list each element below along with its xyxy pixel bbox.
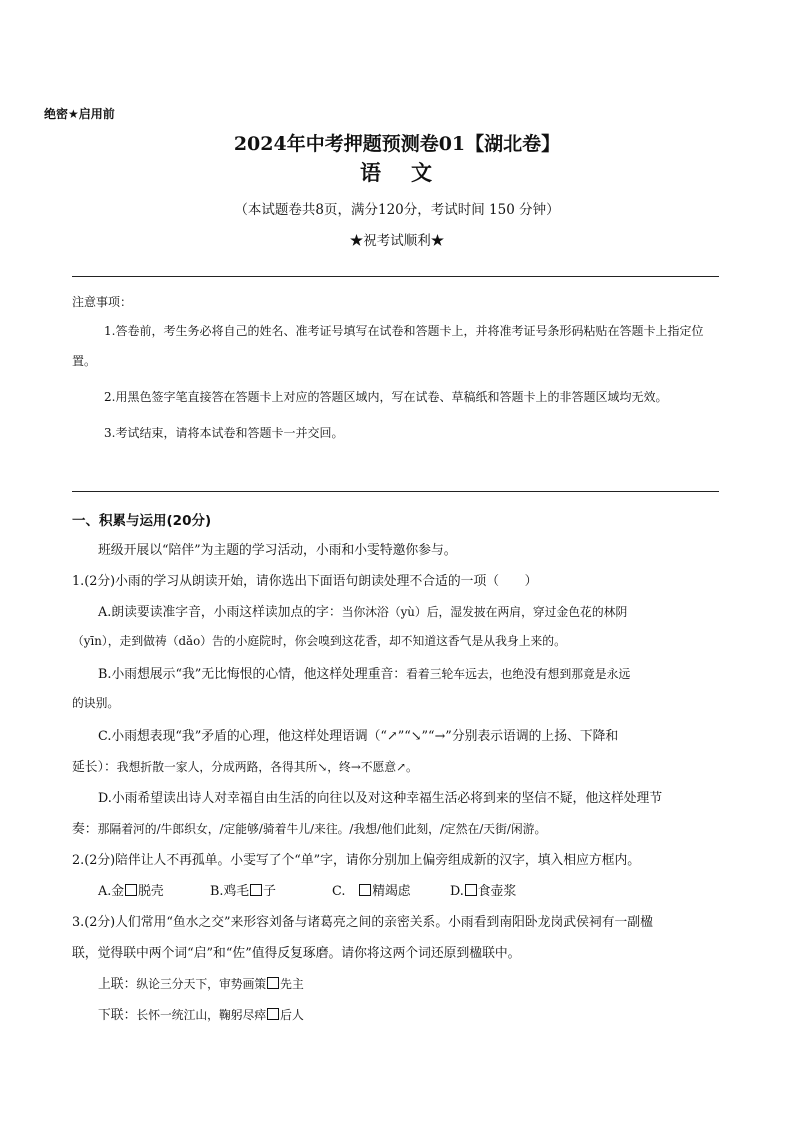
section-intro: 班级开展以“陪伴”为主题的学习活动，小雨和小雯特邀你参与。 <box>98 543 457 558</box>
option-prefix: D. <box>450 884 464 899</box>
lower-text-end: 后人 <box>280 1008 304 1022</box>
subject-char-2: 文 <box>411 160 434 185</box>
upper-text-end: 先主 <box>280 977 304 991</box>
q2-option-b <box>210 880 332 899</box>
answer-box[interactable] <box>267 1008 279 1020</box>
option-d-cont-lead: 奏： <box>72 822 98 837</box>
option-prefix: A.金 <box>98 884 125 899</box>
couplet-upper <box>98 973 304 992</box>
q2-option-a <box>98 880 210 899</box>
option-c-cont-lead: 延长）： <box>72 760 117 775</box>
q1-stem: 1.(2分)小雨的学习从朗读开始，请你选出下面语句朗读处理不合适的一项（ ） <box>72 574 538 589</box>
note-item: 1.答卷前，考生务必将自己的姓名、准考证号填写在试卷和答题卡上，并将准考证号条形码粘贴在答题卡上指定位置。 <box>72 324 704 368</box>
q1-option-a-cont: （yīn），走到做祷（dǎo）告的小庭院时，你会嗅到这花香，却不知道这香气是从我身上来的。 <box>72 634 566 648</box>
bottom-divider <box>72 491 719 492</box>
q2-options <box>98 880 516 899</box>
subject-char-1: 语 <box>360 160 383 185</box>
option-suffix: 脱壳 <box>138 884 164 899</box>
option-c-quote: 我想折散一家人，分成两路，各得其所↘，终→不愿意↗。 <box>116 760 418 774</box>
q1-option-b-cont: 的诀别。 <box>72 696 120 710</box>
q1-option-b <box>98 663 630 682</box>
upper-text-start: 纵论三分天下，审势画策 <box>136 977 267 991</box>
option-prefix: B.鸡毛 <box>210 884 250 899</box>
option-a-quote: 当你沐浴（yù）后，湿发披在两肩，穿过金色花的林阴 <box>341 605 628 619</box>
exam-title: 2024年中考押题预测卷01【湖北卷】 <box>233 133 561 155</box>
subject-title <box>0 157 794 187</box>
option-suffix: 食壶浆 <box>477 884 517 899</box>
q2-option-c <box>332 880 450 899</box>
section-heading: 一、积累与运用(20分) <box>72 513 212 529</box>
answer-box[interactable] <box>465 884 477 896</box>
notes-list <box>72 316 719 448</box>
q1-option-c-cont <box>72 756 418 775</box>
option-a-lead: A.朗读要读准字音，小雨这样读加点的字： <box>98 605 342 620</box>
option-b-quote: 看着三轮车远去，也绝没有想到那竟是永远 <box>406 667 631 681</box>
option-suffix: 精竭虑 <box>372 884 411 899</box>
option-prefix: C. <box>332 884 359 899</box>
good-luck-line: ★祝考试顺利★ <box>349 233 445 249</box>
notes-heading: 注意事项： <box>72 295 133 309</box>
couplet-lower <box>98 1004 304 1023</box>
confidential-mark: 绝密★启用前 <box>44 107 115 121</box>
option-b-lead: B.小雨想展示“我”无比悔恨的心情，他这样处理重音： <box>98 667 407 682</box>
option-d-quote: 那隔着河的/牛郎织女，/定能够/骑着牛儿/来往。/我想/他们此刻，/定然在/天街/闲游。 <box>97 822 547 836</box>
q1-option-d-cont <box>72 818 546 837</box>
option-suffix: 子 <box>263 884 276 899</box>
answer-box[interactable] <box>267 977 279 989</box>
answer-box[interactable] <box>125 884 137 896</box>
lower-text-start: 长怀一统江山，鞠躬尽瘁 <box>136 1008 267 1022</box>
lower-label: 下联： <box>98 1008 137 1023</box>
answer-box[interactable] <box>250 884 262 896</box>
q2-stem: 2.(2分)陪伴让人不再孤单。小雯写了个“单”字，请你分别加上偏旁组成新的汉字，填入相应方框内。 <box>72 853 641 868</box>
q3-stem: 3.(2分)人们常用“鱼水之交”来形容刘备与诸葛亮之间的亲密关系。小雨看到南阳卧龙岗武侯祠有一副楹 <box>72 915 653 930</box>
upper-label: 上联： <box>98 977 137 992</box>
note-item: 2.用黑色签字笔直接答在答题卡上对应的答题区域内，写在试卷、草稿纸和答题卡上的非答题区域均无效。 <box>104 390 668 404</box>
q1-option-c: C.小雨想表现“我”矛盾的心理，他这样处理语调（“↗”“↘”“→”分别表示语调的上扬、下降和 <box>98 729 619 744</box>
q1-option-d: D.小雨希望读出诗人对幸福自由生活的向往以及对这种幸福生活必将到来的坚信不疑，他这样处理节 <box>98 791 663 806</box>
q2-option-d <box>450 880 516 899</box>
note-item: 3.考试结束，请将本试卷和答题卡一并交回。 <box>104 426 344 440</box>
answer-box[interactable] <box>359 884 371 896</box>
paper-info: （本试题卷共8页，满分120分，考试时间 150 分钟） <box>234 202 560 218</box>
q3-stem-cont: 联，觉得联中两个词“启”和“佐”值得反复琢磨。请你将这两个词还原到楹联中。 <box>72 946 521 961</box>
top-divider <box>72 276 719 277</box>
q1-option-a <box>98 601 627 620</box>
